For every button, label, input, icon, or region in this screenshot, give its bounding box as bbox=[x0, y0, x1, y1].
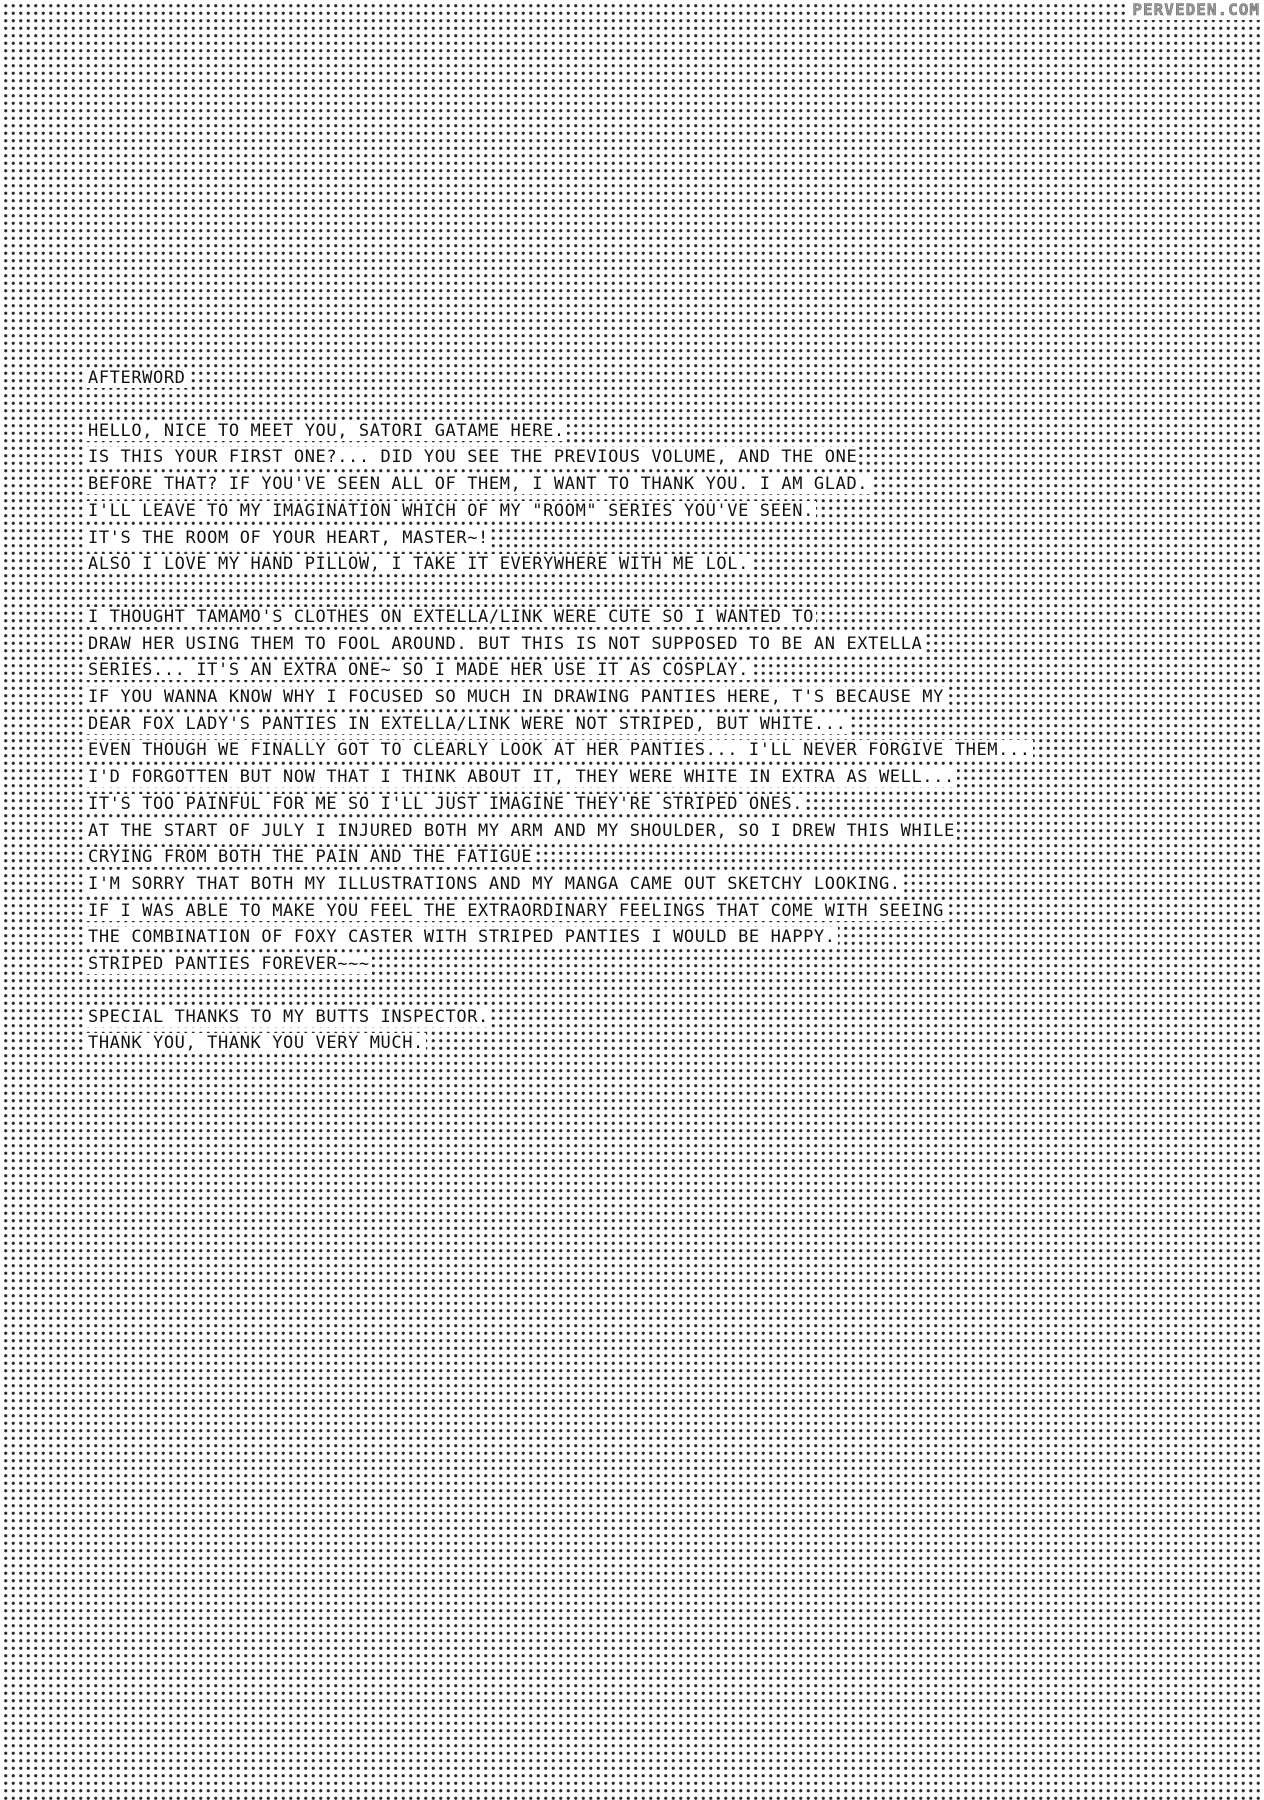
text-line: HELLO, NICE TO MEET YOU, SATORI GATAME HERE. bbox=[88, 420, 565, 441]
text-line: IS THIS YOUR FIRST ONE?... DID YOU SEE THE PREVIOUS VOLUME, AND THE ONE bbox=[88, 447, 858, 468]
text-line: I'LL LEAVE TO MY IMAGINATION WHICH OF MY "ROOM" SERIES YOU'VE SEEN. bbox=[88, 500, 814, 521]
text-line: I'D FORGOTTEN BUT NOW THAT I THINK ABOUT IT, THEY WERE WHITE IN EXTRA AS WELL... bbox=[88, 767, 955, 788]
afterword-text-block bbox=[86, 365, 1246, 1083]
text-line: I THOUGHT TAMAMO'S CLOTHES ON EXTELLA/LINK WERE CUTE SO I WANTED TO bbox=[88, 606, 814, 627]
paragraph-greeting bbox=[86, 418, 1246, 578]
text-line: IT'S TOO PAINFUL FOR ME SO I'LL JUST IMAGINE THEY'RE STRIPED ONES. bbox=[88, 793, 804, 814]
text-line: ALSO I LOVE MY HAND PILLOW, I TAKE IT EVERYWHERE WITH ME LOL. bbox=[88, 554, 749, 575]
text-line: STRIPED PANTIES FOREVER~~~ bbox=[88, 954, 370, 975]
text-line: IF I WAS ABLE TO MAKE YOU FEEL THE EXTRAORDINARY FEELINGS THAT COME WITH SEEING bbox=[88, 900, 944, 921]
paragraph-thanks bbox=[86, 1004, 1246, 1057]
text-line: SERIES... IT'S AN EXTRA ONE~ SO I MADE HER USE IT AS COSPLAY. bbox=[88, 660, 749, 681]
text-line: IF YOU WANNA KNOW WHY I FOCUSED SO MUCH IN DRAWING PANTIES HERE, T'S BECAUSE MY bbox=[88, 687, 944, 708]
text-line: AT THE START OF JULY I INJURED BOTH MY ARM AND MY SHOULDER, SO I DREW THIS WHILE bbox=[88, 820, 955, 841]
watermark: PERVEDEN.COM bbox=[1128, 0, 1264, 20]
text-line: THANK YOU, THANK YOU VERY MUCH. bbox=[88, 1033, 424, 1054]
text-line: DRAW HER USING THEM TO FOOL AROUND. BUT THIS IS NOT SUPPOSED TO BE AN EXTELLA bbox=[88, 633, 923, 654]
paragraph-main bbox=[86, 604, 1246, 978]
afterword-title: AFTERWORD bbox=[88, 368, 186, 388]
text-line: DEAR FOX LADY'S PANTIES IN EXTELLA/LINK WERE NOT STRIPED, BUT WHITE... bbox=[88, 713, 847, 734]
afterword-heading bbox=[86, 365, 1246, 392]
text-line: IT'S THE ROOM OF YOUR HEART, MASTER~! bbox=[88, 527, 489, 548]
text-line: THE COMBINATION OF FOXY CASTER WITH STRIPED PANTIES I WOULD BE HAPPY. bbox=[88, 927, 836, 948]
text-line: BEFORE THAT? IF YOU'VE SEEN ALL OF THEM, I WANT TO THANK YOU. I AM GLAD. bbox=[88, 474, 869, 495]
text-line: CRYING FROM BOTH THE PAIN AND THE FATIGUE bbox=[88, 847, 533, 868]
text-line: SPECIAL THANKS TO MY BUTTS INSPECTOR. bbox=[88, 1006, 489, 1027]
text-line: I'M SORRY THAT BOTH MY ILLUSTRATIONS AND MY MANGA CAME OUT SKETCHY LOOKING. bbox=[88, 873, 901, 894]
text-line: EVEN THOUGH WE FINALLY GOT TO CLEARLY LOOK AT HER PANTIES... I'LL NEVER FORGIVE THEM... bbox=[88, 740, 1031, 761]
